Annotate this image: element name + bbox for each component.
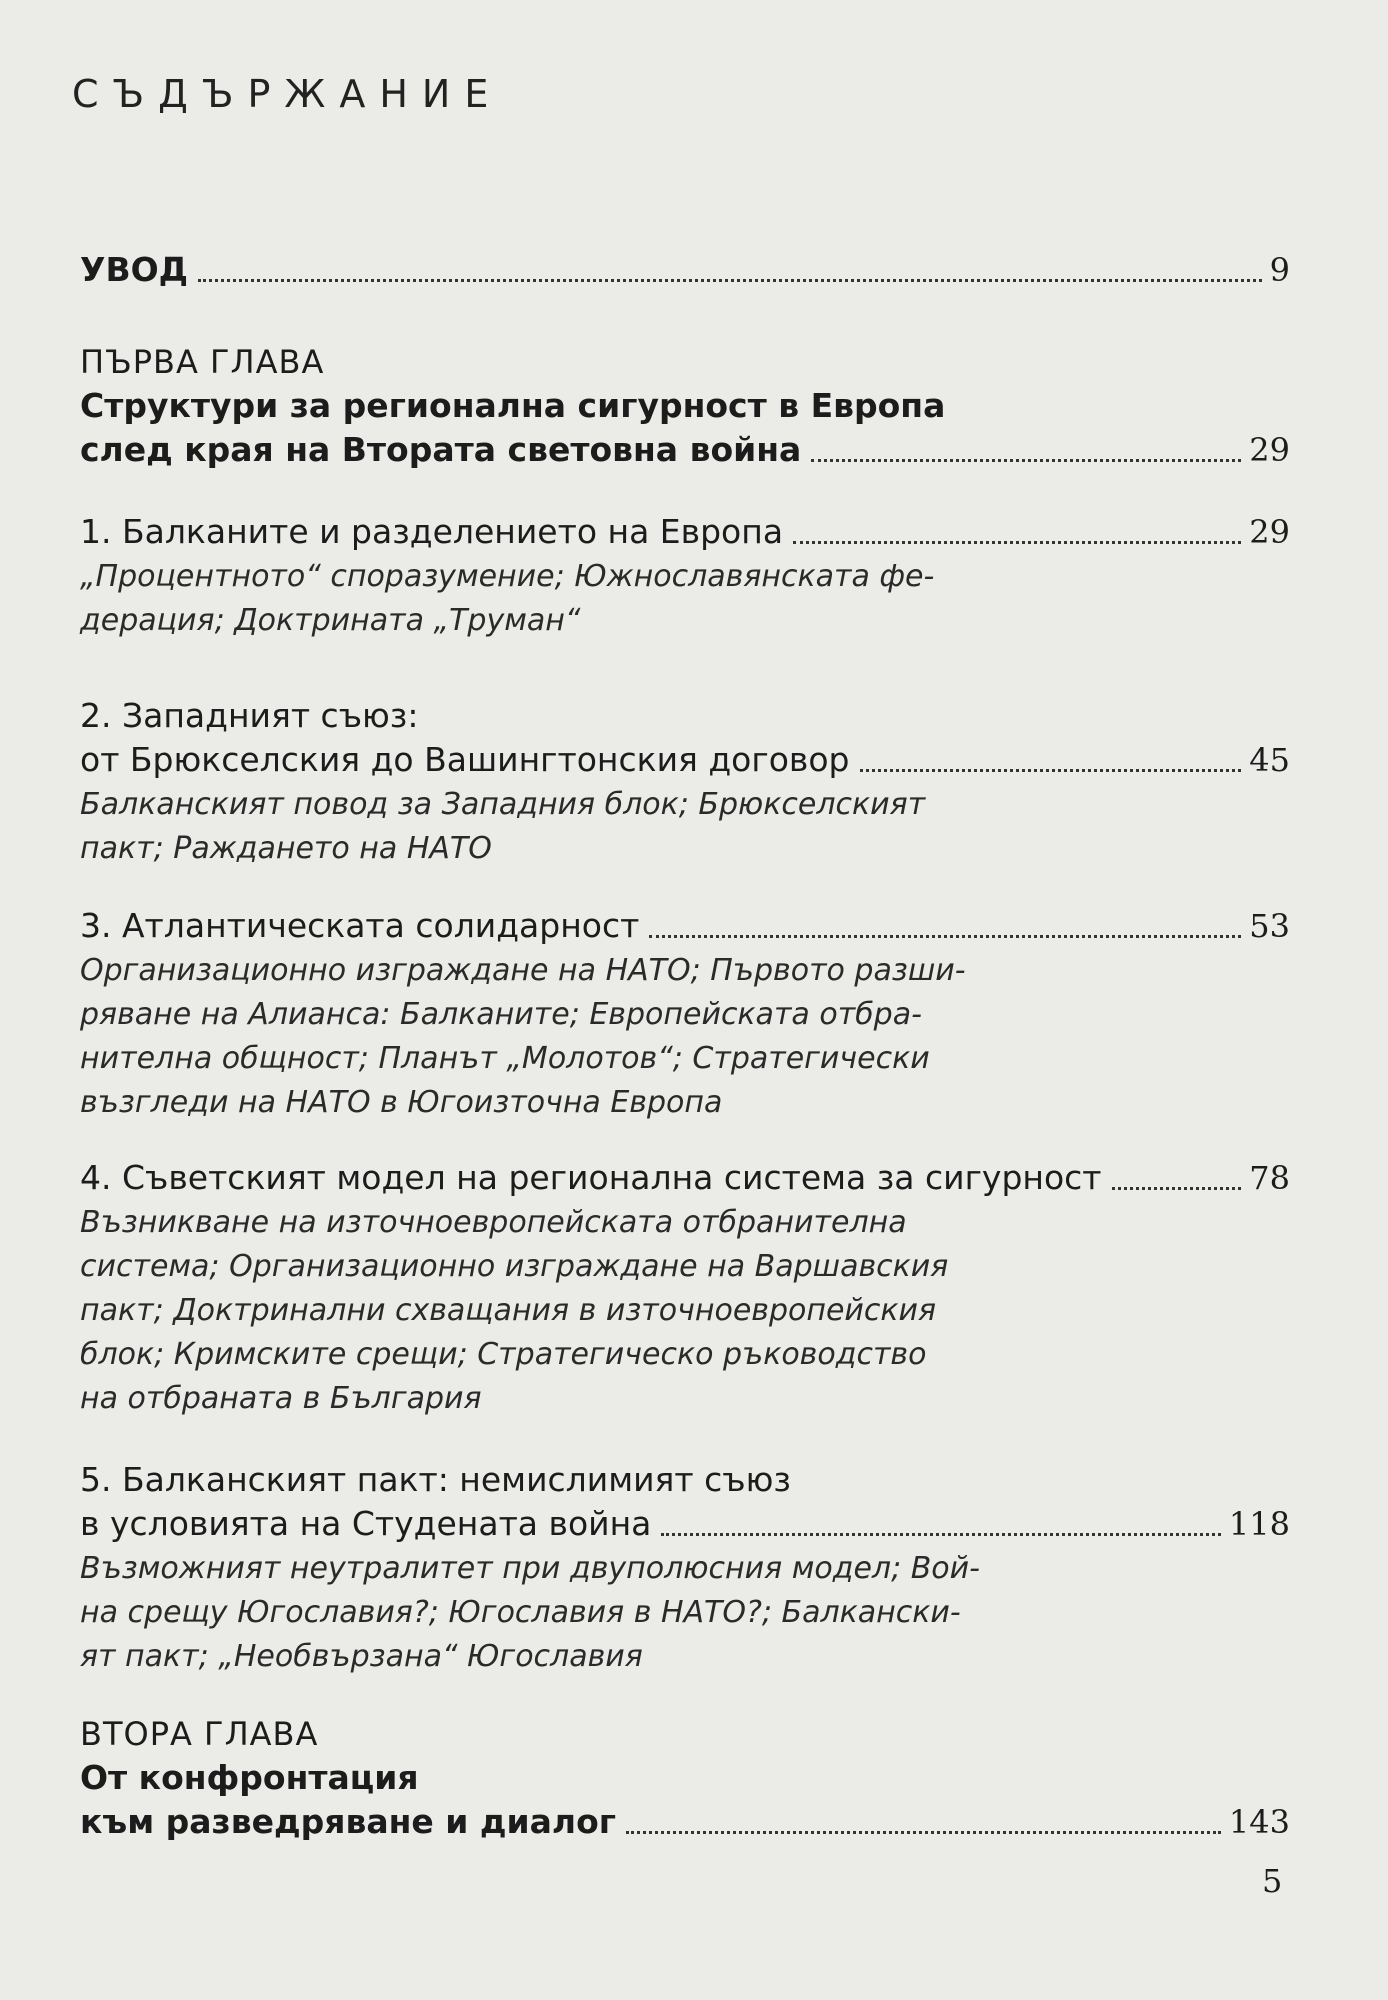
section-title: 2. Западният съюз: <box>80 696 419 735</box>
toc-page-number: 29 <box>1249 431 1290 469</box>
section-subtopics: ят пакт; „Необвързана“ Югославия <box>80 1639 643 1674</box>
dot-leader <box>860 769 1242 772</box>
dot-leader <box>661 1533 1221 1536</box>
section-title: от Брюкселския до Вашингтонския договор <box>80 740 850 779</box>
section-title: 3. Атлантическата солидарност <box>80 906 640 945</box>
section-subtopics: на отбраната в България <box>80 1381 482 1416</box>
section-title: в условията на Студената война <box>80 1504 652 1543</box>
dot-leader <box>649 935 1241 938</box>
section-subtopics: Балканският повод за Западния блок; Брюкселският <box>80 787 926 822</box>
toc-section-3[interactable] <box>80 904 1290 1124</box>
toc-page-number: 78 <box>1249 1159 1290 1197</box>
dot-leader <box>626 1831 1221 1834</box>
section-subtopics: пакт; Доктринални схващания в източноевропейския <box>80 1293 937 1328</box>
chapter-label: ПЪРВА ГЛАВА <box>80 343 325 381</box>
section-subtopics: Организационно изграждане на НАТО; Първото разши- <box>80 953 966 988</box>
section-subtopics: Възникване на източноевропейската отбранителна <box>80 1205 907 1240</box>
chapter-title-line: От конфронтация <box>80 1758 419 1797</box>
toc-entry-intro[interactable] <box>80 248 1290 292</box>
page-heading: СЪДЪРЖАНИЕ <box>72 72 503 116</box>
section-subtopics: Възможният неутралитет при двуполюсния модел; Вой- <box>80 1551 980 1586</box>
page-folio-number: 5 <box>1262 1862 1283 1900</box>
toc-entry-title: УВОД <box>80 250 189 289</box>
chapter-title-line: към разведряване и диалог <box>80 1802 617 1841</box>
dot-leader <box>1112 1187 1242 1190</box>
toc-page-number: 29 <box>1249 513 1290 551</box>
section-subtopics: на срещу Югославия?; Югославия в НАТО?; Балкански- <box>80 1595 961 1630</box>
section-subtopics: блок; Кримските срещи; Стратегическо ръководство <box>80 1337 927 1372</box>
section-subtopics: ряване на Алианса: Балканите; Европейската отбра- <box>80 997 922 1032</box>
toc-page-number: 9 <box>1269 251 1290 289</box>
section-subtopics: дерация; Доктрината „Труман“ <box>80 603 581 638</box>
toc-page-number: 143 <box>1228 1803 1290 1841</box>
toc-page-number: 53 <box>1249 907 1290 945</box>
dot-leader <box>793 541 1241 544</box>
section-title: 5. Балканският пакт: немислимият съюз <box>80 1460 791 1499</box>
toc-chapter-2[interactable] <box>80 1712 1290 1844</box>
dot-leader <box>198 279 1262 282</box>
section-subtopics: система; Организационно изграждане на Варшавския <box>80 1249 949 1284</box>
chapter-title-line: Структури за регионална сигурност в Европа <box>80 386 946 425</box>
chapter-title-line: след края на Втората световна война <box>80 430 802 469</box>
section-subtopics: пакт; Раждането на НАТО <box>80 831 492 866</box>
toc-page-number: 118 <box>1228 1505 1290 1543</box>
toc-section-5[interactable] <box>80 1458 1290 1678</box>
dot-leader <box>811 459 1241 462</box>
section-title: 1. Балканите и разделението на Европа <box>80 512 784 551</box>
toc-section-4[interactable] <box>80 1156 1290 1420</box>
toc-chapter-1[interactable] <box>80 340 1290 472</box>
section-subtopics: „Процентното“ споразумение; Южнославянската фе- <box>80 559 935 594</box>
toc-page-number: 45 <box>1249 741 1290 779</box>
chapter-label: ВТОРА ГЛАВА <box>80 1715 319 1753</box>
section-title: 4. Съветският модел на регионална система за сигурност <box>80 1158 1102 1197</box>
toc-section-2[interactable] <box>80 694 1290 870</box>
toc-section-1[interactable] <box>80 510 1290 642</box>
section-subtopics: възгледи на НАТО в Югоизточна Европа <box>80 1085 723 1120</box>
section-subtopics: нителна общност; Планът „Молотов“; Стратегически <box>80 1041 930 1076</box>
